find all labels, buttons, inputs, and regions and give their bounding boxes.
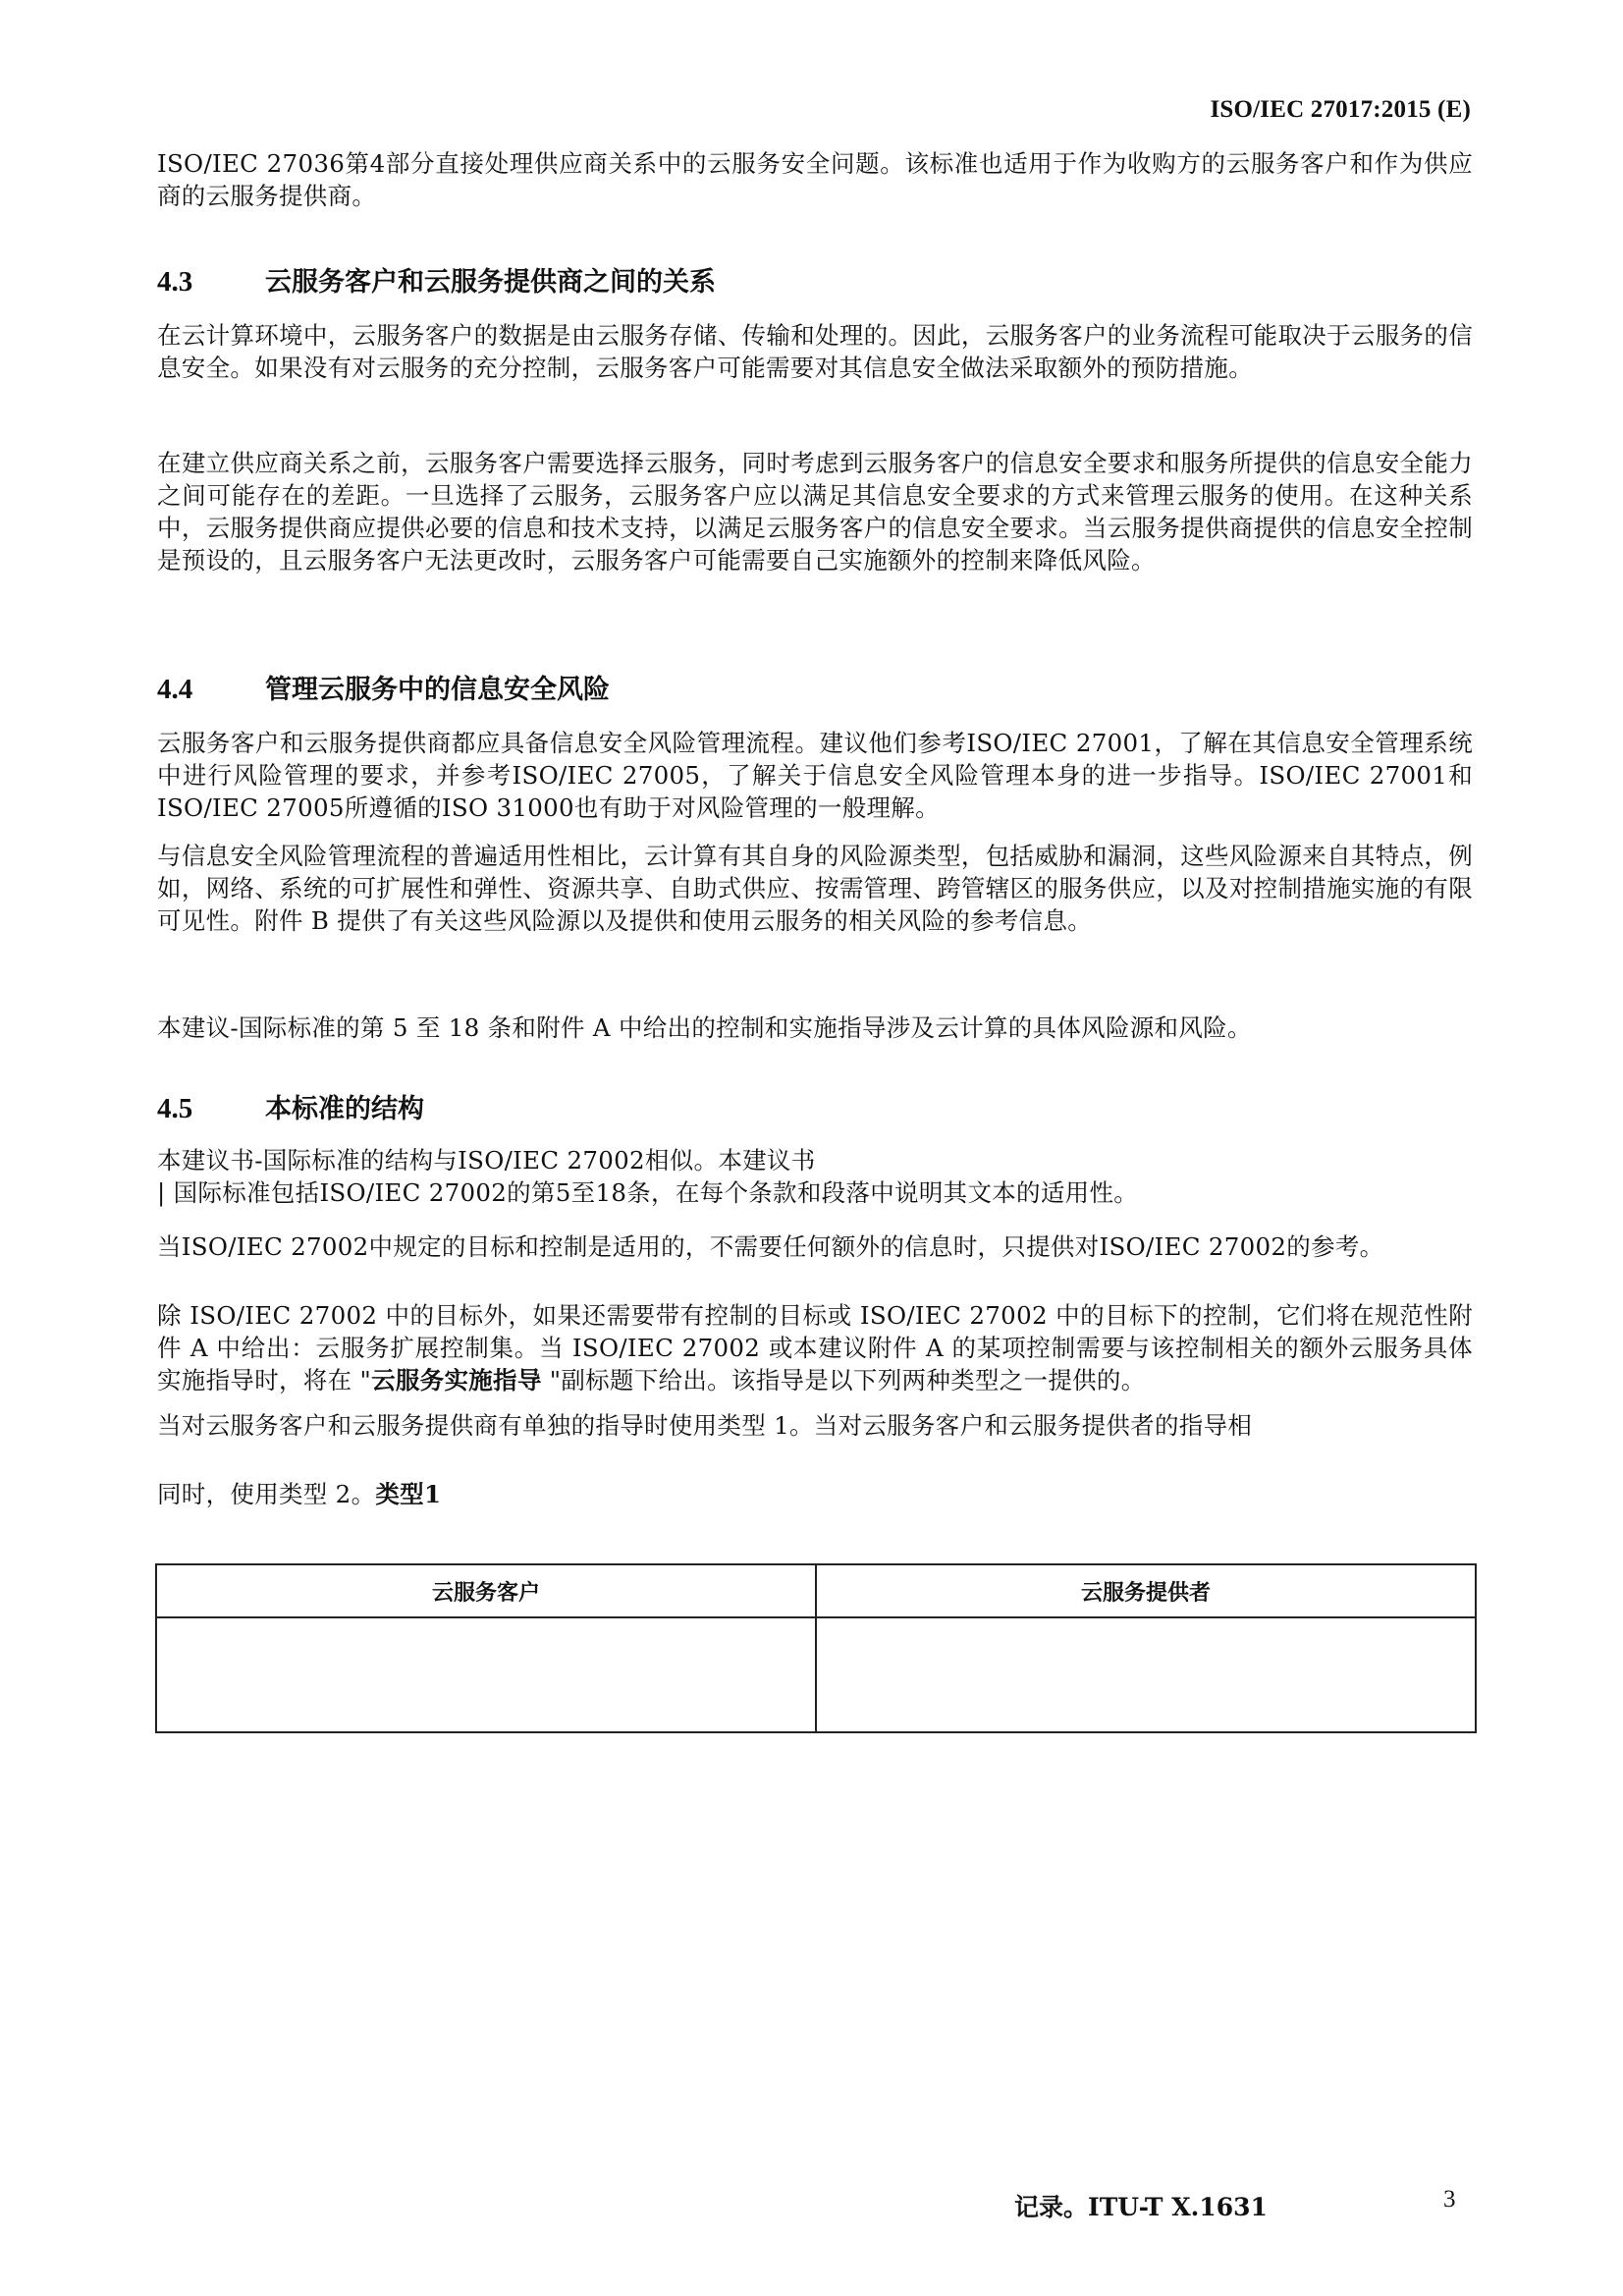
table-cell — [156, 1617, 816, 1732]
intro-paragraph: ISO/IEC 27036第4部分直接处理供应商关系中的云服务安全问题。该标准也适用于作为收购方的云服务客户和作为供应商的云服务提供商。 — [157, 149, 1473, 210]
paragraph — [157, 1299, 1473, 1396]
guidance-table — [155, 1563, 1477, 1733]
text-run: 同时，使用类型 2。 — [157, 1480, 376, 1508]
table-header-cell: 云服务客户 — [156, 1564, 816, 1617]
table-cell — [816, 1617, 1476, 1732]
paragraph: 当ISO/IEC 27002中规定的目标和控制是适用的，不需要任何额外的信息时，只提供对ISO/IEC 27002的参考。 — [157, 1232, 1384, 1261]
paragraph — [157, 1478, 1473, 1510]
section-heading-4-4 — [157, 673, 610, 707]
text-run: "副标题下给出。该指导是以下列两种类型之一提供的。 — [541, 1366, 1146, 1394]
paragraph: 本建议-国际标准的第 5 至 18 条和附件 A 中给出的控制和实施指导涉及云计算的具体风险源和风险。 — [157, 1013, 1252, 1042]
section-title: 本标准的结构 — [265, 1094, 424, 1124]
paragraph-line: 本建议书-国际标准的结构与ISO/IEC 27002相似。本建议书 — [157, 1146, 816, 1175]
table-row — [156, 1617, 1476, 1732]
section-heading-4-5 — [157, 1092, 424, 1126]
table-header-cell: 云服务提供者 — [816, 1564, 1476, 1617]
section-title: 云服务客户和云服务提供商之间的关系 — [265, 267, 716, 298]
section-heading-4-3 — [157, 265, 716, 300]
paragraph: 在云计算环境中，云服务客户的数据是由云服务存储、传输和处理的。因此，云服务客户的业务流程可能取决于云服务的信息安全。如果没有对云服务的充分控制，云服务客户可能需要对其信息安全做法采取额外的预防措施。 — [157, 321, 1473, 382]
table-header-row — [156, 1564, 1476, 1617]
text-run: 除 ISO/IEC 27002 中的目标外，如果还需要带有控制的目标或 ISO/IEC 27002 中的目标下的控制，它们将在规范性附件 A 中给出：云服务扩展控制集。当 ISO/IEC 27002 或本建议附件 A 的某项控制需要与该控制相关的额外云服务具体实施指导时，将在 " — [157, 1301, 1473, 1394]
bold-subheading-ref: 云服务实施指导 — [371, 1366, 542, 1394]
paragraph: 在建立供应商关系之前，云服务客户需要选择云服务，同时考虑到云服务客户的信息安全要求和服务所提供的信息安全能力之间可能存在的差距。一旦选择了云服务，云服务客户应以满足其信息安全要求的方式来管理云服务的使用。在这种关系中，云服务提供商应提供必要的信息和技术支持，以满足云服务客户的信息安全要求。当云服务提供商提供的信息安全控制是预设的，且云服务客户无法更改时，云服务客户可能需要自己实施额外的控制来降低风险。 — [157, 449, 1473, 574]
section-title: 管理云服务中的信息安全风险 — [265, 675, 610, 705]
section-number: 4.5 — [157, 1093, 193, 1124]
footer-record: 记录。ITU-T X.1631 — [1014, 2193, 1268, 2221]
paragraph: 与信息安全风险管理流程的普遍适用性相比，云计算有其自身的风险源类型，包括威胁和漏洞，这些风险源来自其特点，例如，网络、系统的可扩展性和弹性、资源共享、自助式供应、按需管理、跨管辖区的服务供应，以及对控制措施实施的有限可见性。附件 B 提供了有关这些风险源以及提供和使用云服务的相关风险的参考信息。 — [157, 842, 1473, 935]
paragraph: 云服务客户和云服务提供商都应具备信息安全风险管理流程。建议他们参考ISO/IEC 27001，了解在其信息安全管理系统中进行风险管理的要求，并参考ISO/IEC 27005，了解关于信息安全风险管理本身的进一步指导。ISO/IEC 27001和ISO/IEC 27005所遵循的ISO 31000也有助于对风险管理的一般理解。 — [157, 729, 1473, 822]
type-label: 类型1 — [375, 1480, 442, 1508]
paragraph-line: | 国际标准包括ISO/IEC 27002的第5至18条，在每个条款和段落中说明其文本的适用性。 — [157, 1178, 1139, 1207]
page-number: 3 — [1443, 2186, 1456, 2213]
section-number: 4.4 — [157, 674, 193, 705]
paragraph: 当对云服务客户和云服务提供商有单独的指导时使用类型 1。当对云服务客户和云服务提供者的指导相 — [157, 1411, 1253, 1440]
section-number: 4.3 — [157, 266, 193, 298]
document-id-header: ISO/IEC 27017:2015 (E) — [1210, 96, 1471, 123]
